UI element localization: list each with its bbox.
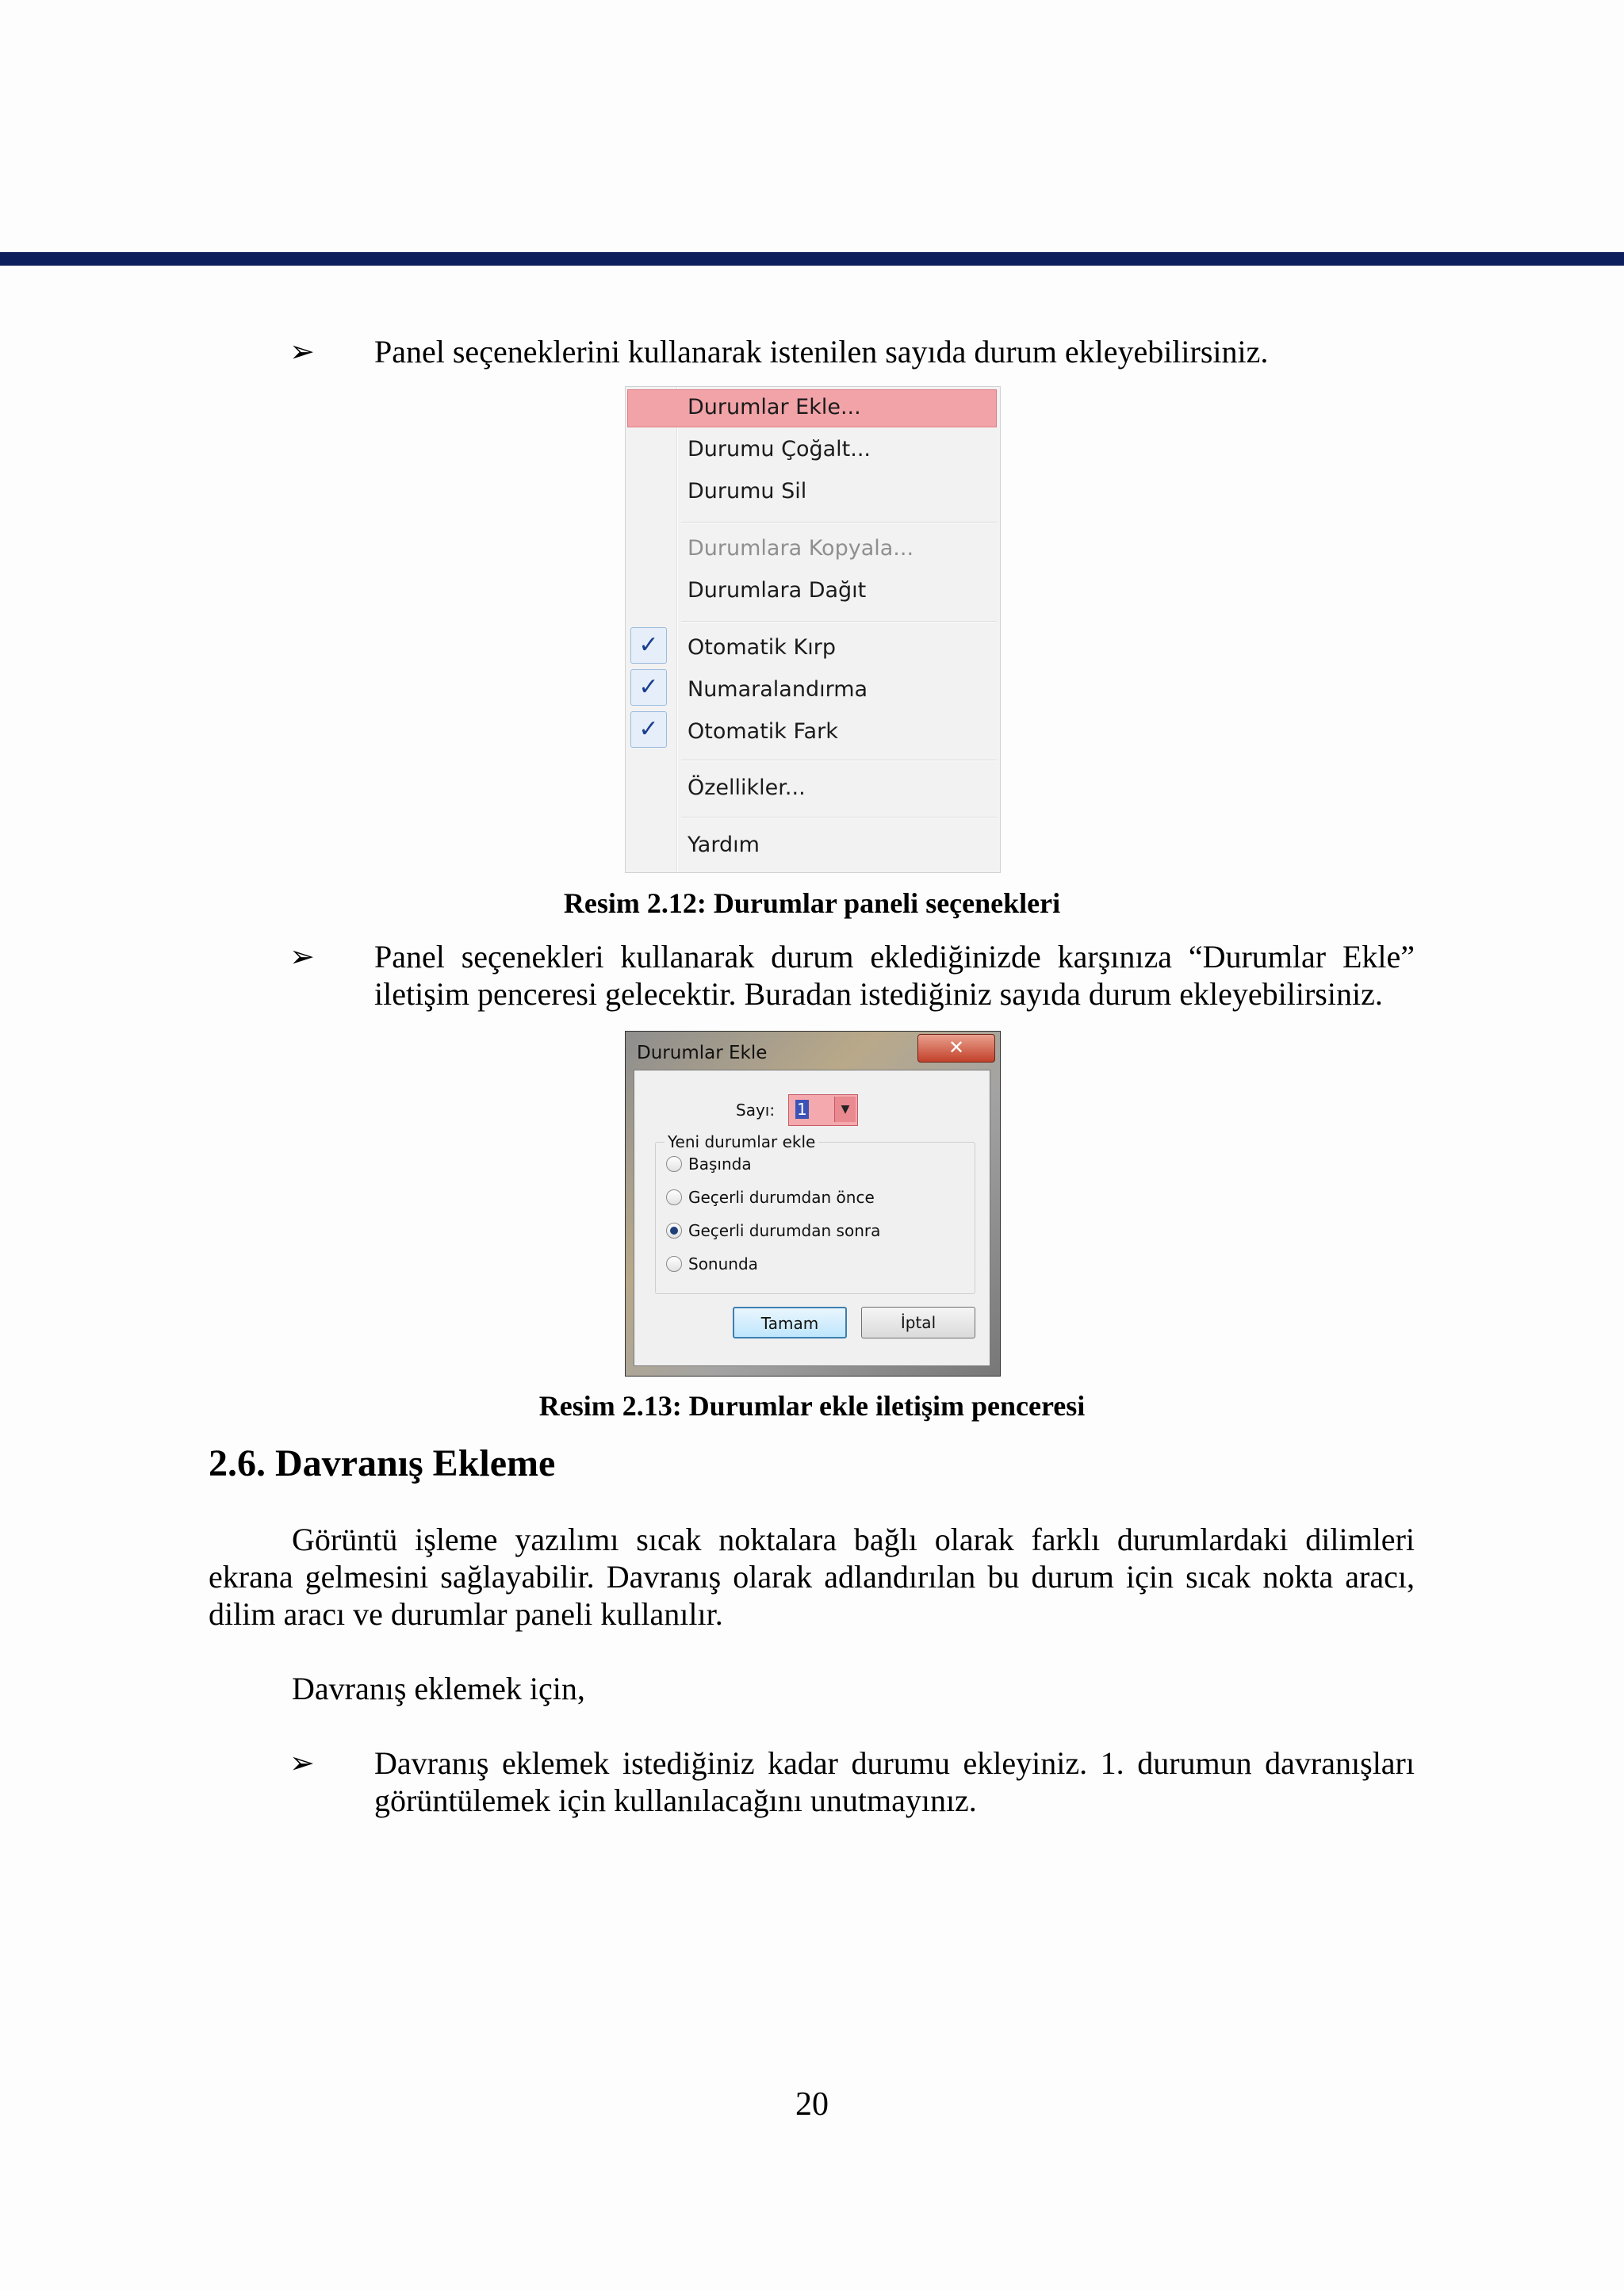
check-icon: ✓ — [630, 627, 667, 664]
radio-label-gecerli-once[interactable]: Geçerli durumdan önce — [688, 1188, 875, 1207]
chevron-down-icon[interactable]: ▼ — [834, 1097, 856, 1122]
menu-item-durumlar-ekle[interactable]: Durumlar Ekle... — [688, 395, 861, 419]
ok-button[interactable]: Tamam — [733, 1307, 847, 1338]
section-heading: 2.6. Davranış Ekleme — [209, 1442, 556, 1484]
menu-item-durumu-sil[interactable]: Durumu Sil — [688, 479, 807, 504]
menu-item-otomatik-fark[interactable]: Otomatik Fark — [688, 719, 838, 744]
dialog-body — [634, 1070, 990, 1366]
figure-caption-2-13: Resim 2.13: Durumlar ekle iletişim penceresi — [538, 1390, 1086, 1422]
count-stepper[interactable] — [788, 1094, 858, 1126]
radio-sonunda[interactable] — [666, 1256, 682, 1272]
durumlar-panel-menu — [625, 386, 1001, 873]
menu-item-durumlara-dagit[interactable]: Durumlara Dağıt — [688, 578, 867, 603]
radio-label-gecerli-sonra[interactable]: Geçerli durumdan sonra — [688, 1221, 881, 1240]
section-paragraph: Görüntü işleme yazılımı sıcak noktalara bağlı olarak farklı durumlardaki dilimleri ekrana gelmesini sağlayabilir. Davranış olarak adlandırılan bu durum için sıcak nokta aracı, dilim aracı ve durumlar paneli kullanılır. — [209, 1522, 1415, 1632]
group-label: Yeni durumlar ekle — [665, 1132, 818, 1151]
bullet-marker: ➢ — [289, 939, 315, 974]
radio-gecerli-once[interactable] — [666, 1189, 682, 1205]
close-icon[interactable]: ✕ — [917, 1034, 995, 1063]
cancel-button[interactable]: İptal — [861, 1307, 975, 1338]
menu-item-durumu-cogalt[interactable]: Durumu Çoğalt... — [688, 437, 871, 461]
check-icon: ✓ — [630, 711, 667, 748]
bullet-text-2: Panel seçenekleri kullanarak durum eklediğinizde karşınıza “Durumlar Ekle” iletişim penceresi gelecektir. Buradan istediğiniz sayıda durum ekleyebilirsiniz. — [374, 939, 1415, 1012]
radio-basinda[interactable] — [666, 1156, 682, 1172]
page-number: 20 — [795, 2086, 829, 2123]
dialog-title: Durumlar Ekle — [637, 1043, 768, 1063]
radio-label-sonunda[interactable]: Sonunda — [688, 1254, 758, 1273]
bullet-text-3: Davranış eklemek istediğiniz kadar durumu ekleyiniz. 1. durumun davranışları görüntülemek için kullanılacağını unutmayınız. — [374, 1745, 1415, 1818]
header-rule — [0, 252, 1624, 266]
radio-gecerli-sonra[interactable] — [666, 1223, 682, 1239]
durumlar-ekle-dialog — [625, 1031, 1001, 1377]
menu-item-ozellikler[interactable]: Özellikler... — [688, 775, 806, 800]
radio-label-basinda[interactable]: Başında — [688, 1155, 752, 1174]
menu-item-yardim[interactable]: Yardım — [688, 833, 760, 857]
intro-line: Davranış eklemek için, — [292, 1671, 585, 1706]
menu-item-otomatik-kirp[interactable]: Otomatik Kırp — [688, 635, 836, 660]
bullet-marker: ➢ — [289, 334, 315, 369]
count-label: Sayı: — [736, 1101, 776, 1120]
figure-caption-2-12: Resim 2.12: Durumlar paneli seçenekleri — [563, 887, 1061, 919]
menu-item-durumlara-kopyala: Durumlara Kopyala... — [688, 536, 914, 561]
bullet-text-1: Panel seçeneklerini kullanarak istenilen sayıda durum ekleyebilirsiniz. — [374, 334, 1269, 370]
count-value[interactable]: 1 — [797, 1100, 807, 1119]
bullet-marker: ➢ — [289, 1745, 315, 1780]
check-icon: ✓ — [630, 669, 667, 706]
menu-item-numaralandirma[interactable]: Numaralandırma — [688, 677, 868, 702]
